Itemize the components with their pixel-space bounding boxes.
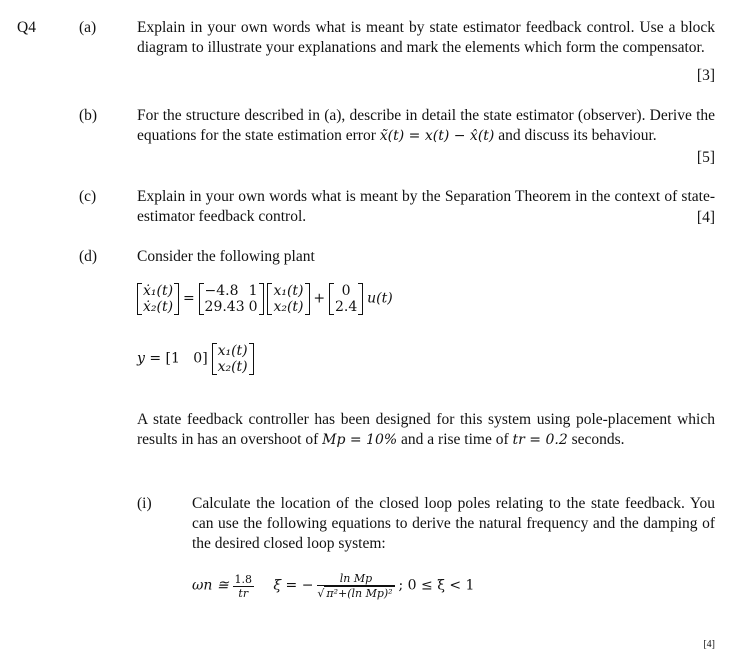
- part-a-body: Explain in your own words what is meant by state estimator feedback control. Use a block diagram to illustrate your explanations and mark the elements which form the compensator.: [137, 19, 715, 56]
- part-b-marks: [5]: [696, 149, 715, 166]
- part-d-paragraph: A state feedback controller has been designed for this system using pole-placement which results in has an overshoot of Mp = 10% and a rise time of tr = 0.2 seconds.: [137, 411, 715, 448]
- part-a-label: (a): [79, 19, 97, 36]
- state-vector: x₁(t) x₂(t): [267, 283, 309, 315]
- part-c-marks: [4]: [696, 209, 715, 226]
- overshoot-value: Mp = 10%: [322, 432, 398, 448]
- error-equation: x̃(t) = x(t) − x̂(t): [379, 128, 495, 144]
- state-derivative-vector: ẋ₁(t) ẋ₂(t): [137, 283, 179, 315]
- part-c-body: Explain in your own words what is meant by the Separation Theorem in the context of state-estimator feedback control.: [137, 188, 715, 225]
- xi-fraction: $\frac{\text{ln Mp}}{\text{√ π²+(ln Mp)²}}$: [317, 572, 393, 600]
- cut-marks: [4]: [703, 639, 715, 650]
- part-c-text: [137, 187, 715, 227]
- state-equation: ẋ₁(t) ẋ₂(t) = −4.8 1 29.43 0 x₁(t) x₂(t) + 0 2.4 u(t): [137, 283, 393, 315]
- frequency-damping-equations: ωn ≅ $\frac{1.8}{tr}$ ξ = − $\frac{\text{ln Mp}}{\text{√ π²+(ln Mp)²}}$ ; 0 ≤ ξ < 1: [192, 572, 475, 600]
- part-b-text: [137, 106, 715, 146]
- input-signal: u(t): [367, 290, 393, 307]
- part-b-body-1: For the structure described in (a), describe in detail the state estimator (observer). Derive the equations for the state estimation error: [137, 107, 715, 144]
- part-d-label: (d): [79, 248, 98, 265]
- c-matrix: [1 0]: [165, 350, 208, 367]
- part-a-marks: [3]: [696, 67, 715, 84]
- a-matrix: −4.8 1 29.43 0: [199, 283, 264, 315]
- omega-fraction: $\frac{1.8}{tr}$: [234, 572, 252, 600]
- part-c-label: (c): [79, 188, 97, 205]
- b-matrix: 0 2.4: [329, 283, 363, 315]
- output-state-vector: x₁(t) x₂(t): [212, 343, 254, 375]
- sub-i-label: (i): [137, 495, 152, 512]
- question-number: Q4: [17, 19, 36, 36]
- part-a-text: [137, 18, 715, 58]
- part-b-label: (b): [79, 107, 98, 124]
- part-b-body-2: and discuss its behaviour.: [494, 127, 657, 144]
- output-equation: y = [1 0] x₁(t) x₂(t): [137, 343, 254, 375]
- rise-time-value: tr = 0.2: [512, 432, 568, 448]
- sub-i-text: Calculate the location of the closed loop poles relating to the state feedback. You can use the following equations to derive the natural frequency and the damping of the desired closed loop system:: [192, 495, 715, 552]
- part-d-intro: Consider the following plant: [137, 248, 315, 265]
